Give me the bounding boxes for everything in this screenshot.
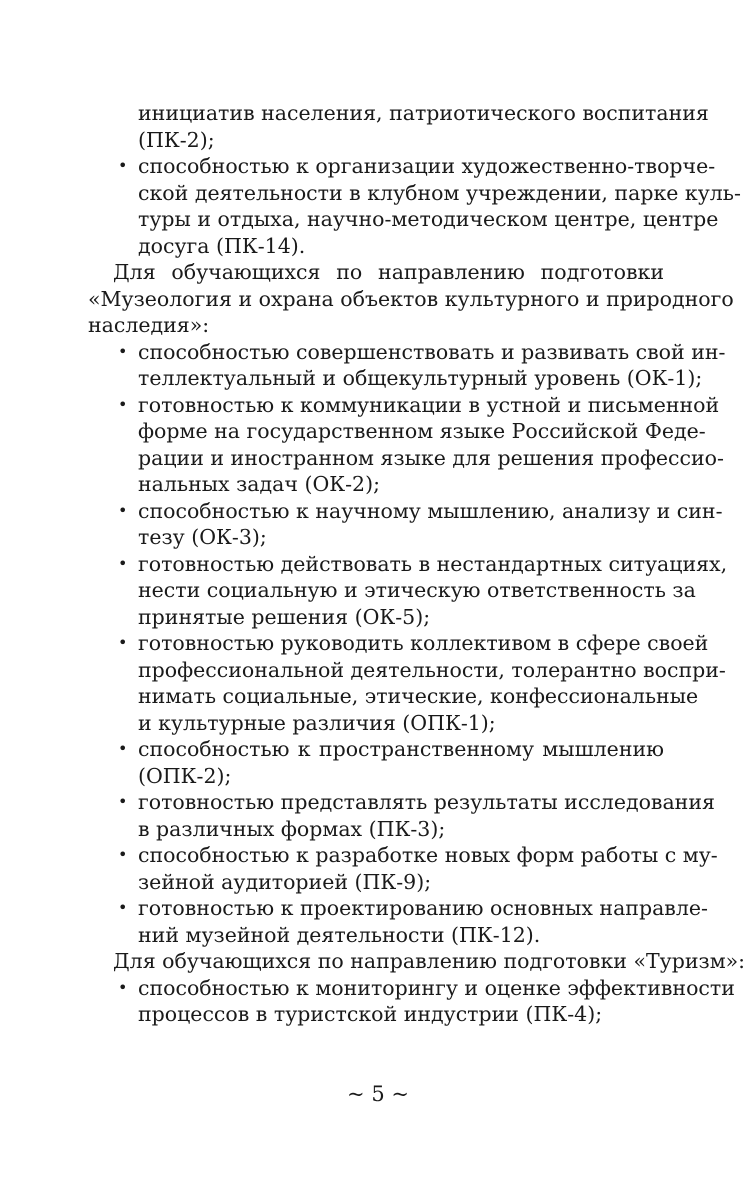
bullet-icon: • xyxy=(118,553,128,573)
text-line: рации и иностранном языке для решения профессио- xyxy=(138,445,724,470)
bullet-icon: • xyxy=(118,898,128,917)
line-text: готовностью к проектированию основных направле- xyxy=(138,896,708,920)
line-text: способностью к пространственному мышлению xyxy=(138,737,664,761)
text-line: нальных задач (ОК-2); xyxy=(138,472,380,496)
bullet-item-line xyxy=(88,895,708,922)
bullet-item-line xyxy=(88,551,728,578)
text-line: наследия»: xyxy=(88,313,210,337)
text-line: в различных формах (ПК-3); xyxy=(138,816,446,841)
bullet-icon: • xyxy=(118,845,128,864)
bullet-icon: • xyxy=(118,977,128,997)
paragraph-start-line: Для обучающихся по направлению подготовки «Туризм»: xyxy=(113,949,746,973)
text-line: форме на государственном языке Российской Феде- xyxy=(138,419,706,443)
text-line: ской деятельности в клубном учреждении, парке куль- xyxy=(138,180,741,205)
line-text: готовностью руководить коллективом в сфере своей xyxy=(138,631,709,655)
line-text: готовностью к коммуникации в устной и письменной xyxy=(138,392,720,417)
page-body xyxy=(88,100,746,1028)
text-line: (ПК-2); xyxy=(138,127,215,152)
line-text: способностью к организации художественно-творче- xyxy=(138,154,716,178)
line-text: способностью к мониторингу и оценке эффективности xyxy=(138,975,735,1000)
bullet-item-line xyxy=(88,498,723,525)
text-line: досуга (ПК-14). xyxy=(138,233,306,258)
bullet-item-line xyxy=(88,630,709,657)
text-line: нести социальную и этическую ответственность за xyxy=(138,578,696,602)
bullet-icon: • xyxy=(118,341,128,361)
text-line: ний музейной деятельности (ПК-12). xyxy=(138,922,541,947)
text-line: тезу (ОК-3); xyxy=(138,525,267,549)
text-line: принятые решения (ОК-5); xyxy=(138,604,431,629)
page-number: ~ 5 ~ xyxy=(347,1082,409,1106)
bullet-icon: • xyxy=(118,500,128,520)
paragraph-start-line: Для обучающихся по направлению подготовки xyxy=(113,260,664,284)
bullet-icon: • xyxy=(118,156,128,175)
text-line: «Музеология и охрана объектов культурного и природного xyxy=(88,286,734,311)
bullet-item-line xyxy=(88,789,715,816)
bullet-item-line xyxy=(88,153,716,180)
text-line: туры и отдыха, научно-методическом центре, центре xyxy=(138,207,719,231)
text-line: зейной аудиторией (ПК-9); xyxy=(138,869,432,894)
bullet-item-line xyxy=(88,842,718,869)
bullet-item-line xyxy=(88,392,720,419)
bullet-item-line xyxy=(88,975,735,1002)
text-line: и культурные различия (ОПК-1); xyxy=(138,710,496,735)
line-text: способностью к разработке новых форм работы с му- xyxy=(138,843,718,867)
line-text: способностью к научному мышлению, анализу и син- xyxy=(138,498,723,523)
text-line: теллектуальный и общекультурный уровень (ОК-1); xyxy=(138,366,703,390)
bullet-item-line xyxy=(88,736,664,763)
bullet-item-line xyxy=(88,339,726,366)
text-line: процессов в туристской индустрии (ПК-4); xyxy=(138,1002,603,1026)
text-line: инициатив населения, патриотического воспитания xyxy=(138,101,709,125)
line-text: способностью совершенствовать и развивать свой ин- xyxy=(138,339,726,364)
text-line: (ОПК-2); xyxy=(138,763,232,788)
bullet-icon: • xyxy=(118,394,128,414)
bullet-icon: • xyxy=(118,792,128,811)
text-line: профессиональной деятельности, толерантно воспри- xyxy=(138,657,726,682)
line-text: готовностью представлять результаты исследования xyxy=(138,790,715,814)
line-text: готовностью действовать в нестандартных ситуациях, xyxy=(138,551,728,576)
bullet-icon: • xyxy=(118,739,128,758)
bullet-icon: • xyxy=(118,633,128,652)
text-line: нимать социальные, этические, конфессиональные xyxy=(138,684,699,708)
